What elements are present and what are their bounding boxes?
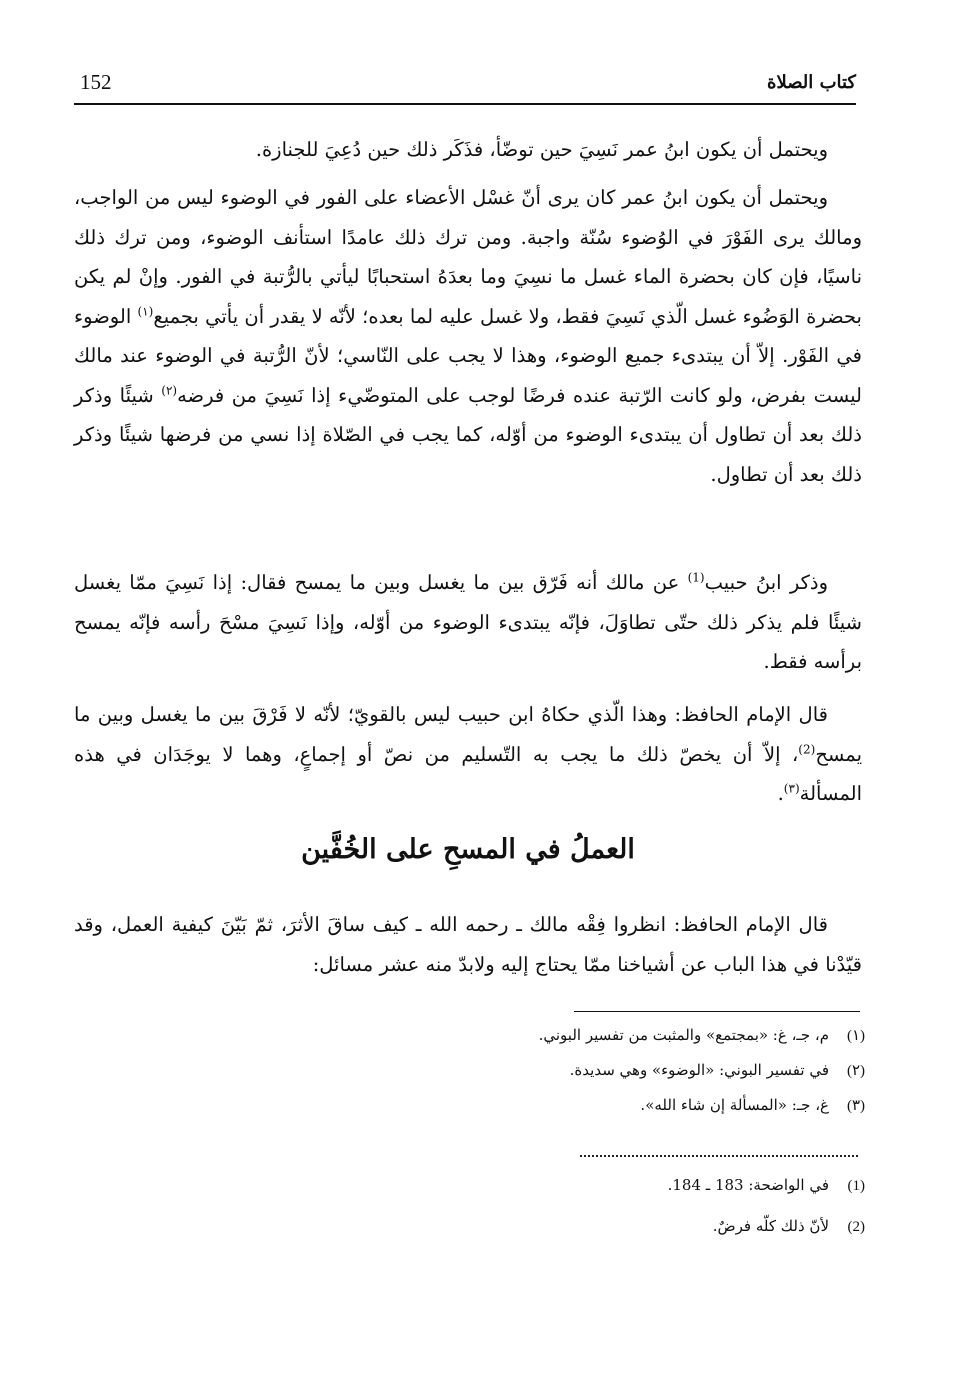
paragraph-5 (74, 905, 862, 984)
paragraph-3-part-b: عن مالك أنه فَرّق بين ما يغسل وبين ما يمسح فقال: إذا نَسِيَ ممّا يغسل شيئًا فلم يذكر ذلك حتّى تطاوَلَ، فإنّه يبتدىء الوضوء من أوّله، وإذا نَسِيَ مسْحَ رأسه فإنّه يمسح برأسه فقط. (74, 571, 862, 673)
paragraph-4-text (74, 695, 862, 814)
paragraph-3 (74, 563, 862, 682)
footnote-editor-3 (300, 1096, 865, 1115)
paragraph-2-part-b: الوضوء في الفَوْر. إلاّ أن يبتدىء جميع الوضوء، وهذا لا يجب على النّاسي؛ لأنّ الرُّتبة في الوضوء عند مالك ليست بفرض، ولو كانت الرّتبة عنده فرضًا لوجب على المتوضّيء إذا نَسِيَ من فرضه (74, 304, 862, 407)
footnote-number: (2) (847, 1219, 865, 1235)
footnote-rule (574, 1011, 860, 1012)
footnote-ref-3: (٣) (783, 781, 800, 796)
footnote-number: (٣) (846, 1098, 865, 1114)
footnote-text: غ، جـ: «المسألة إن شاء الله». (640, 1096, 829, 1114)
paragraph-5-text: قال الإمام الحافظ: انظروا فِقْه مالك ـ رحمه الله ـ كيف ساقَ الأثرَ، ثمّ بَيّنَ كيفية العمل، وقد قيّدْنا في هذا الباب عن أشياخنا ممّا يحتاج إليه ولابدّ منه عشر مسائل: (74, 913, 862, 976)
footnote-editor-2 (300, 1061, 865, 1080)
paragraph-1 (74, 130, 862, 170)
footnote-text: م، جـ، غ: «بمجتمع» والمثبت من تفسير البوني. (538, 1026, 829, 1044)
footnote-number: (1) (847, 1178, 865, 1194)
paragraph-1-text: ويحتمل أن يكون ابنُ عمر نَسِيَ حين توضّأ، فذَكَر ذلك حين دُعِيَ للجنازة. (255, 138, 828, 161)
footnote-ref-1: (١) (137, 304, 154, 318)
footnote-ref-author-1: (1) (687, 570, 705, 585)
footnote-ref-2: (٢) (161, 383, 178, 397)
paragraph-2-part-a: ويحتمل أن يكون ابنُ عمر كان يرى أنّ غسْل الأعضاء على الفور في الوضوء ليس من الواجب، ومالك يرى الفَوْرَ في الوُضوء سُنّة واجبة. ومن ترك ذلك عامدًا استأنف الوضوء، ومن ترك ذلك ناسيًا، فإن كان بحضرة الماء غسل ما نسِيَ وما بعدَهُ استحبابًا ليأتي بالرُّتبة في الفور. وإنْ لم يكن بحضرة الوَضُوء غسل الّذي نَسِيَ فقط، ولا غسل عليه لما بعده؛ لأنّه لا يقدر أن يأتي بجميع (74, 186, 862, 328)
paragraph-3-text (74, 563, 862, 682)
footnote-author-1 (300, 1176, 865, 1195)
paragraph-2 (74, 178, 862, 494)
header-rule (74, 103, 856, 105)
paragraph-4 (74, 695, 862, 814)
footnote-number: (٢) (846, 1063, 865, 1079)
paragraph-4-part-a: قال الإمام الحافظ: وهذا الّذي حكاهُ ابن حبيب ليس بالقويّ؛ لأنّه لا فَرْقَ بين ما يغسل وبين ما يمسح (74, 703, 862, 766)
running-title: كتاب الصلاة (767, 72, 856, 93)
footnote-text: لأنّ ذلك كلّه فرضٌ. (712, 1217, 829, 1235)
paragraph-4-part-c: . (777, 782, 784, 805)
page-number: 152 (80, 70, 112, 94)
footnote-text: في تفسير البوني: «الوضوء» وهي سديدة. (569, 1061, 829, 1079)
footnote-text: في الواضحة: 183 ـ 184. (667, 1176, 829, 1194)
footnote-author-2 (300, 1217, 865, 1236)
footnote-number: (١) (846, 1028, 865, 1044)
paragraph-2-text (74, 178, 862, 494)
paragraph-2-part-c: شيئًا وذكر ذلك بعد أن تطاول أن يبتدىء الوضوء من أوّله، كما يجب في الصّلاة إذا نسي من فرضها شيئًا وذكر ذلك بعد أن تطاول. (74, 383, 862, 486)
footnote-ref-author-2: (2) (798, 742, 816, 756)
dotted-separator (580, 1155, 858, 1157)
section-heading: العملُ في المسحِ على الخُفَّين (301, 834, 635, 865)
running-header (74, 70, 856, 104)
footnote-editor-1 (300, 1026, 865, 1045)
paragraph-3-part-a: وذكر ابنُ حبيب (704, 571, 828, 594)
paragraph-4-part-b: ، إلاّ أن يخصّ ذلك ما يجب به التّسليم من نصّ أو إجماعٍ، وهما لا يوجَدَان في هذه المسألة (74, 742, 862, 805)
